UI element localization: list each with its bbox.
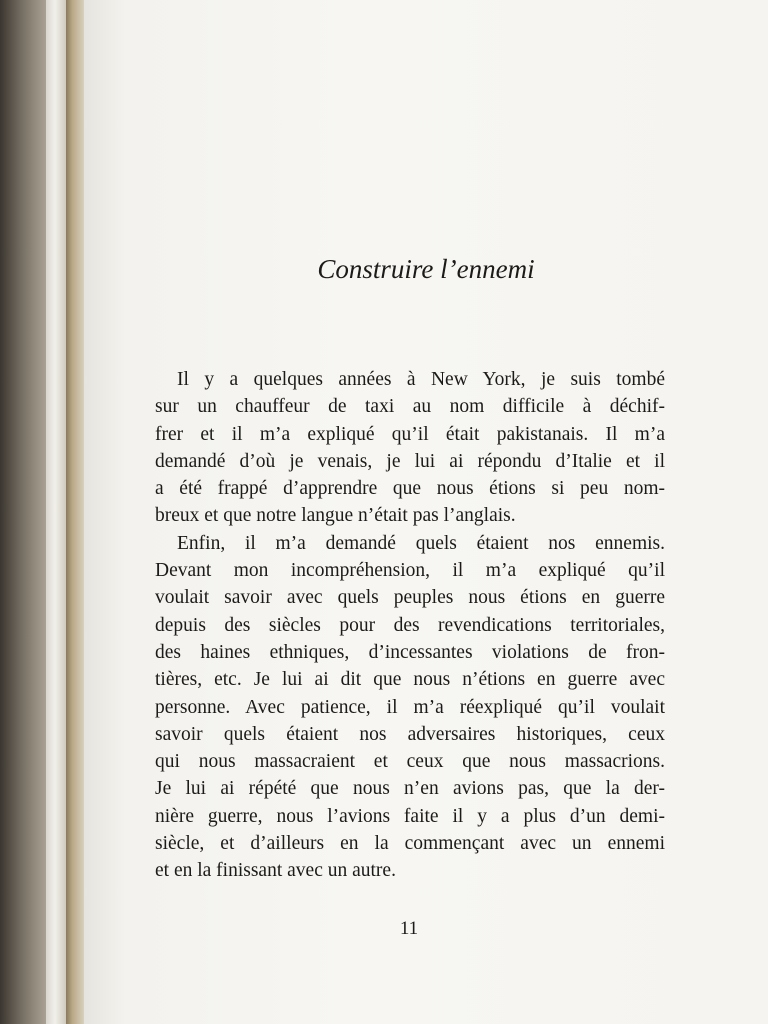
text-line: et en la finissant avec un autre. (155, 860, 396, 882)
text-line: depuis des siècles pour des revendications territoriales, (155, 614, 665, 636)
paragraph-2 (155, 530, 665, 885)
chapter-title: Construire l’ennemi (317, 254, 535, 284)
text-line: Enfin, il m’a demandé quels étaient nos ennemis. (177, 532, 665, 554)
text-line: demandé d’où je venais, je lui ai répondu d’Italie et il (155, 450, 665, 472)
book-spine (0, 0, 46, 1024)
book-page-edge (46, 0, 66, 1024)
text-line: a été frappé d’apprendre que nous étions si peu nom- (155, 478, 665, 500)
text-line: frer et il m’a expliqué qu’il était pakistanais. Il m’a (155, 423, 665, 445)
page-number: 11 (399, 918, 419, 939)
text-line: savoir quels étaient nos adversaires historiques, ceux (155, 723, 665, 745)
text-line: tières, etc. Je lui ai dit que nous n’étions en guerre avec (155, 669, 665, 691)
text-line: siècle, et d’ailleurs en la commençant avec un ennemi (155, 833, 665, 855)
text-line: Il y a quelques années à New York, je suis tombé (177, 369, 665, 390)
book-gutter (66, 0, 84, 1024)
text-line: breux et que notre langue n’était pas l’anglais. (155, 505, 516, 527)
text-line: voulait savoir avec quels peuples nous étions en guerre (155, 587, 665, 609)
text-line: qui nous massacraient et ceux que nous massacrions. (155, 751, 665, 773)
text-line: sur un chauffeur de taxi au nom difficile à déchif- (155, 396, 665, 418)
body-text (155, 366, 665, 885)
text-line: Devant mon incompréhension, il m’a expliqué qu’il (155, 560, 665, 582)
text-line: Je lui ai répété que nous n’en avions pas, que la der- (155, 778, 665, 800)
paragraph-1 (155, 366, 665, 530)
text-line: personne. Avec patience, il m’a réexpliqué qu’il voulait (155, 696, 665, 718)
text-line: nière guerre, nous l’avions faite il y a plus d’un demi- (155, 805, 665, 827)
text-line: des haines ethniques, d’incessantes violations de fron- (155, 641, 665, 663)
